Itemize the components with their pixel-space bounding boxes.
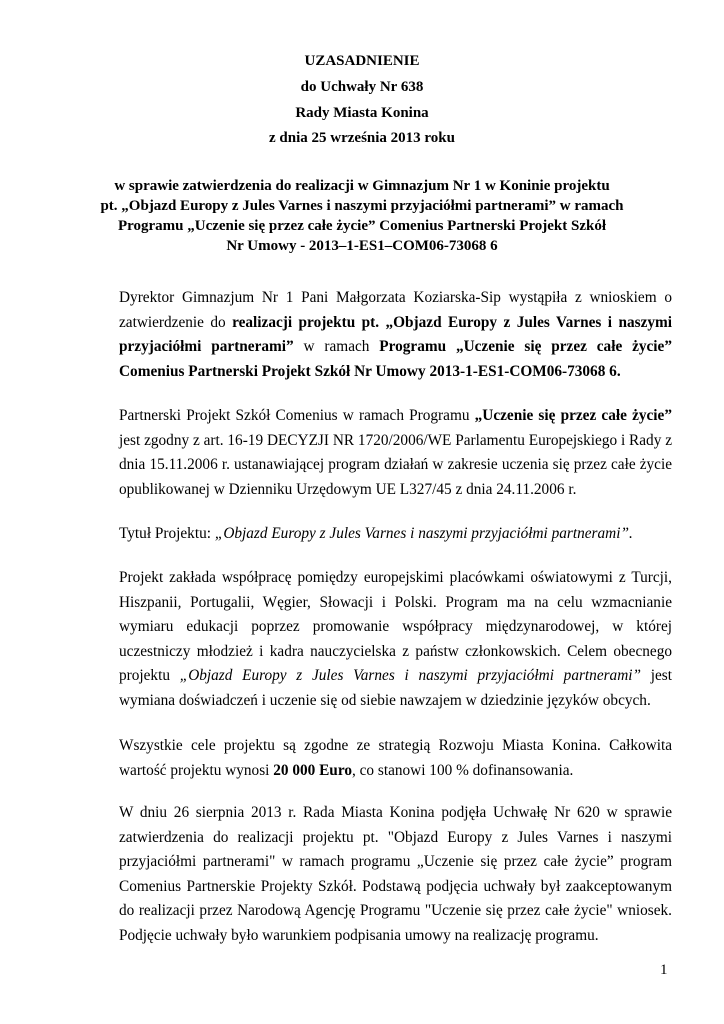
paragraph-legal-basis: Partnerski Projekt Szkół Comenius w ramach Programu „Uczenie się przez całe życie” jest zgodny z art. 16-19 DECYZJI NR 1720/2006/WE Parlamentu Europejskiego i Rady z dnia 15.11.2006 r. ustanawiającej program działań w zakresie uczenia się przez całe życie opublikowanej w Dzienniku Urzędowym UE L327/45 z dnia 24.11.2006 r. (119, 407, 672, 498)
paragraph-project-title: Tytuł Projektu: „Objazd Europy z Jules Varnes i naszymi przyjaciółmi partnerami”. (119, 525, 633, 542)
subject-line: w sprawie zatwierdzenia do realizacji w Gimnazjum Nr 1 w Koninie projektu (114, 178, 610, 194)
paragraph-request: Dyrektor Gimnazjum Nr 1 Pani Małgorzata Koziarska-Sip wystąpiła z wnioskiem o zatwierdzenie do realizacji projektu pt. „Objazd Europy z Jules Varnes i naszymi przyjaciółmi partnerami” w ramach Programu „Uczenie się przez całe życie” Comenius Partnerski Projekt Szkół Nr Umowy 2013-1-ES1-COM06-73068 6. (119, 289, 672, 380)
council-name: Rady Miasta Konina (295, 105, 429, 121)
resolution-date: z dnia 25 września 2013 roku (269, 130, 455, 146)
subject-block (100, 176, 624, 256)
subject-line: Programu „Uczenie się przez całe życie” Comenius Partnerski Projekt Szkół (117, 218, 607, 234)
subject-line: Nr Umowy - 2013–1-ES1–COM06-73068 6 (226, 238, 498, 254)
page-number: 1 (660, 962, 668, 978)
paragraph-previous-resolution: W dniu 26 sierpnia 2013 r. Rada Miasta Konina podjęła Uchwałę Nr 620 w sprawie zatwierdzenia do realizacji projektu pt. "Objazd Europy z Jules Varnes i naszymi przyjaciółmi partnerami" w ramach programu „Uczenie się przez całe życie” program Comenius Partnerskie Projekty Szkół. Podstawą podjęcia uchwały był zaakceptowanym do realizacji przez Narodową Agencję Programu "Uczenie się przez całe życie" wniosek. Podjęcie uchwały było warunkiem podpisania umowy na realizację programu. (119, 804, 672, 944)
paragraph-project-value: Wszystkie cele projektu są zgodne ze strategią Rozwoju Miasta Konina. Całkowita wartość projektu wynosi 20 000 Euro, co stanowi 100 % dofinansowania. (119, 737, 672, 779)
subject-line: pt. „Objazd Europy z Jules Varnes i naszymi przyjaciółmi partnerami” w ramach (100, 198, 624, 214)
resolution-number: do Uchwały Nr 638 (300, 79, 424, 95)
document-title: UZASADNIENIE (304, 53, 420, 69)
paragraph-project-description: Projekt zakłada współpracę pomiędzy europejskimi placówkami oświatowymi z Turcji, Hiszpanii, Portugalii, Węgier, Słowacji i Polski. Program ma na celu wzmacnianie wymiaru edukacji poprzez promowanie współpracy międzynarodowej, w której uczestniczy młodzież i kadra nauczycielska z państw członkowskich. Celem obecnego projektu „Objazd Europy z Jules Varnes i naszymi przyjaciółmi partnerami” jest wymiana doświadczeń i uczenie się od siebie nawzajem w dziedzinie języków obcych. (119, 569, 672, 709)
